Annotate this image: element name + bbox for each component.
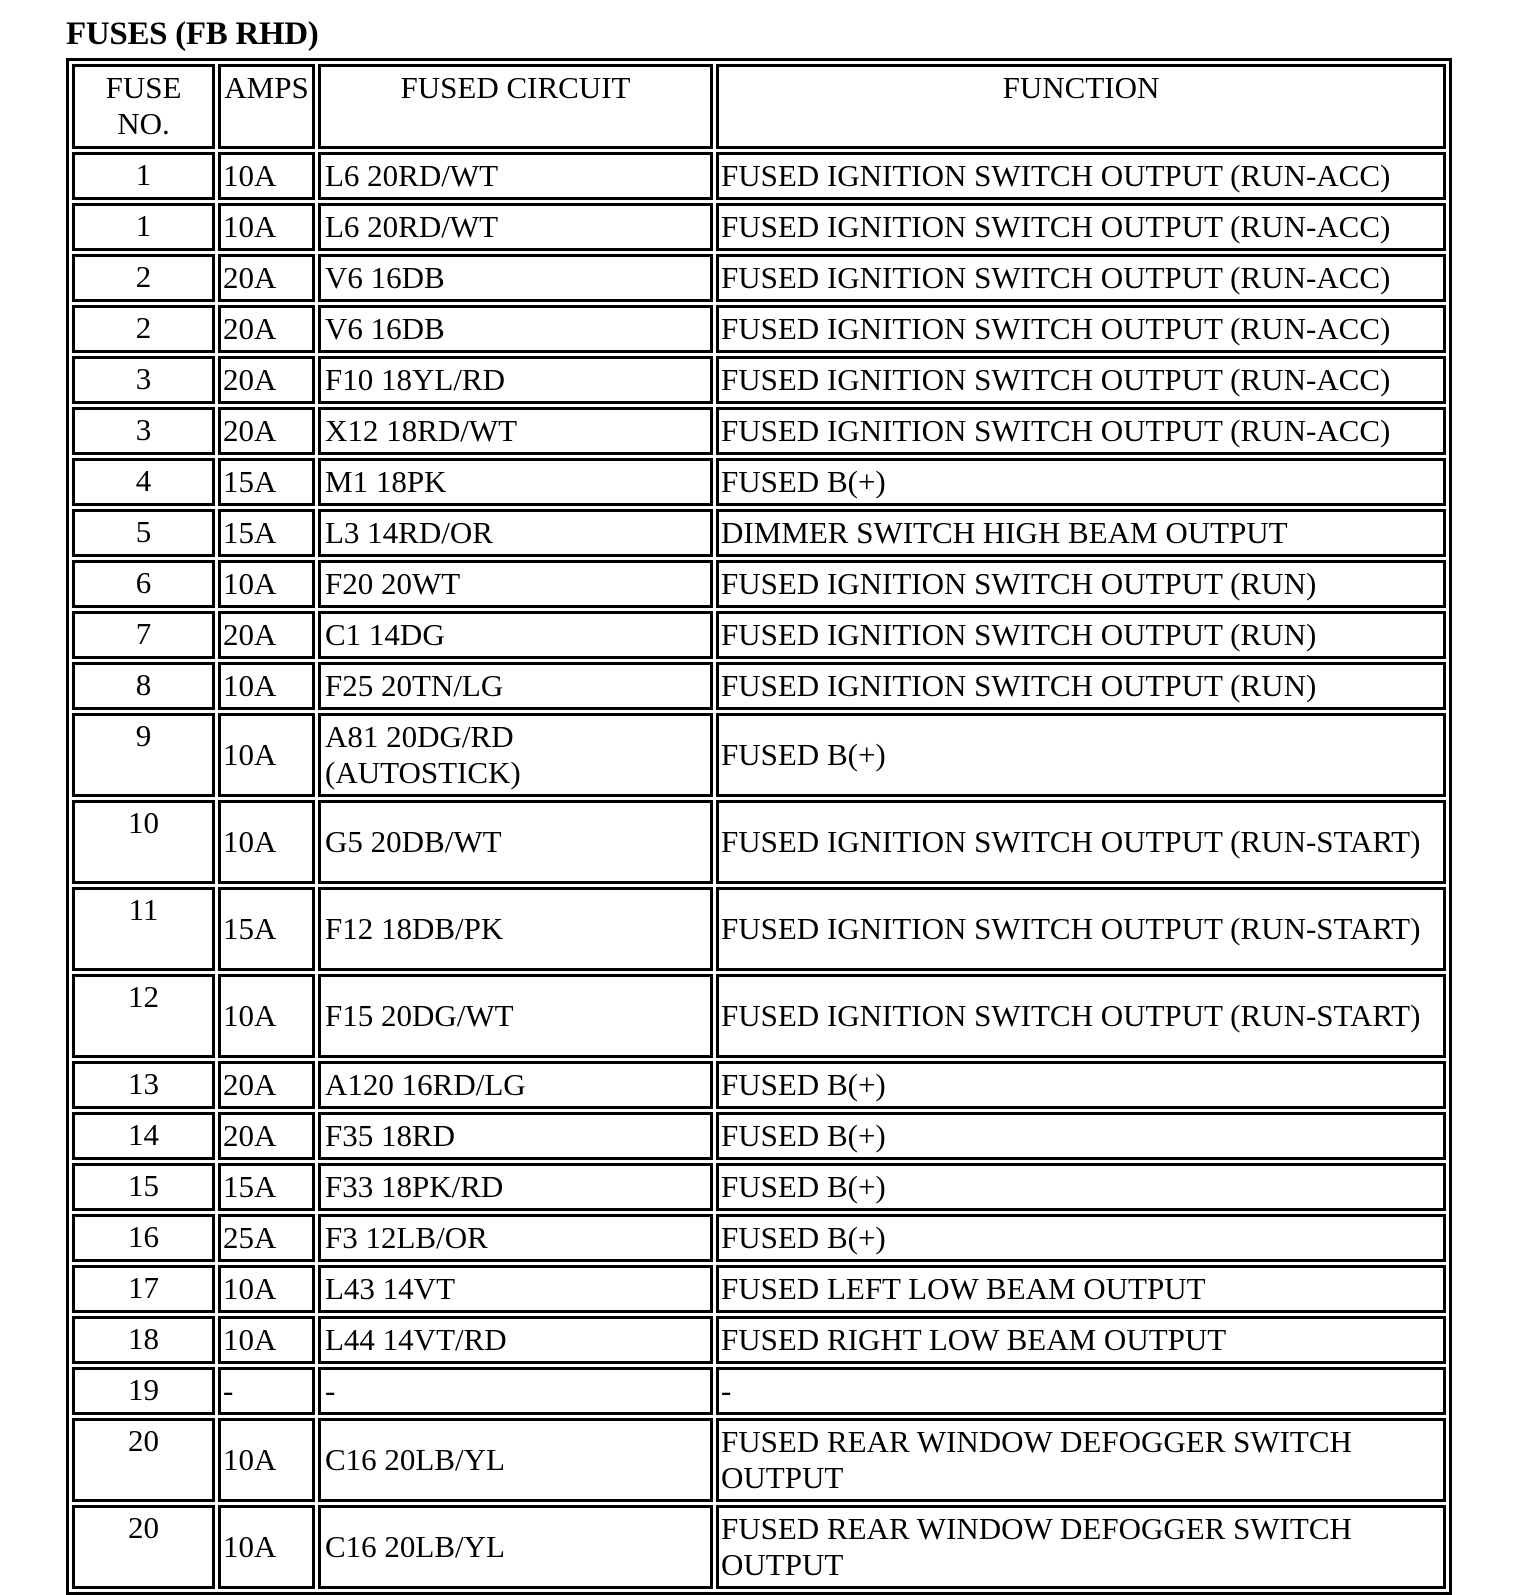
amps-cell: 15A [218,887,315,971]
fused-circuit-cell: F33 18PK/RD [318,1163,713,1211]
fuse-table-body [72,152,1446,1589]
fused-circuit-cell: L43 14VT [318,1265,713,1313]
function-cell: FUSED IGNITION SWITCH OUTPUT (RUN-START) [716,887,1446,971]
table-row [72,1418,1446,1502]
amps-cell: 15A [218,1163,315,1211]
amps-cell: 20A [218,407,315,455]
table-row [72,509,1446,557]
fuse-number-cell: 1 [72,203,215,251]
table-row [72,152,1446,200]
fused-circuit-cell: - [318,1367,713,1415]
amps-cell: 10A [218,1418,315,1502]
table-row [72,974,1446,1058]
fuse-number-cell: 1 [72,152,215,200]
amps-cell: 10A [218,560,315,608]
amps-cell: 10A [218,800,315,884]
function-cell: FUSED IGNITION SWITCH OUTPUT (RUN-START) [716,974,1446,1058]
function-cell: FUSED IGNITION SWITCH OUTPUT (RUN-ACC) [716,203,1446,251]
fuse-number-cell: 20 [72,1505,215,1589]
function-cell: FUSED IGNITION SWITCH OUTPUT (RUN-ACC) [716,407,1446,455]
amps-cell: 10A [218,1265,315,1313]
function-cell: DIMMER SWITCH HIGH BEAM OUTPUT [716,509,1446,557]
fused-circuit-cell: C1 14DG [318,611,713,659]
fused-circuit-cell: C16 20LB/YL [318,1505,713,1589]
table-row [72,887,1446,971]
table-row [72,1061,1446,1109]
table-row [72,254,1446,302]
table-row [72,203,1446,251]
header-amps: AMPS [218,64,315,149]
table-row [72,560,1446,608]
function-cell: FUSED IGNITION SWITCH OUTPUT (RUN-ACC) [716,356,1446,404]
amps-cell: 10A [218,662,315,710]
fuse-table [66,58,1452,1595]
fuse-number-cell: 5 [72,509,215,557]
fuse-number-cell: 16 [72,1214,215,1262]
fuse-number-cell: 11 [72,887,215,971]
fused-circuit-cell: M1 18PK [318,458,713,506]
function-cell: FUSED B(+) [716,1061,1446,1109]
table-row [72,662,1446,710]
amps-cell: 10A [218,1316,315,1364]
amps-cell: - [218,1367,315,1415]
function-cell: FUSED B(+) [716,713,1446,797]
fused-circuit-cell: F25 20TN/LG [318,662,713,710]
fused-circuit-cell: L6 20RD/WT [318,203,713,251]
fuse-number-cell: 6 [72,560,215,608]
function-cell: FUSED B(+) [716,1112,1446,1160]
table-row [72,458,1446,506]
function-cell: FUSED IGNITION SWITCH OUTPUT (RUN) [716,560,1446,608]
fused-circuit-cell: F3 12LB/OR [318,1214,713,1262]
fused-circuit-cell: X12 18RD/WT [318,407,713,455]
fused-circuit-cell: L3 14RD/OR [318,509,713,557]
header-function: FUNCTION [716,64,1446,149]
amps-cell: 20A [218,1061,315,1109]
amps-cell: 20A [218,356,315,404]
amps-cell: 10A [218,1505,315,1589]
table-row [72,1367,1446,1415]
amps-cell: 20A [218,254,315,302]
function-cell: FUSED IGNITION SWITCH OUTPUT (RUN-ACC) [716,254,1446,302]
fused-circuit-cell: V6 16DB [318,254,713,302]
fuse-number-cell: 10 [72,800,215,884]
fused-circuit-cell: A120 16RD/LG [318,1061,713,1109]
fused-circuit-cell: L44 14VT/RD [318,1316,713,1364]
fused-circuit-cell: C16 20LB/YL [318,1418,713,1502]
amps-cell: 20A [218,611,315,659]
table-row [72,1316,1446,1364]
fused-circuit-cell: A81 20DG/RD (AUTOSTICK) [318,713,713,797]
fused-circuit-cell: G5 20DB/WT [318,800,713,884]
function-cell: FUSED IGNITION SWITCH OUTPUT (RUN) [716,611,1446,659]
fuse-number-cell: 4 [72,458,215,506]
header-fuse-no: FUSE NO. [72,64,215,149]
fuse-number-cell: 3 [72,356,215,404]
function-cell: FUSED B(+) [716,1214,1446,1262]
function-cell: FUSED B(+) [716,1163,1446,1211]
fused-circuit-cell: F15 20DG/WT [318,974,713,1058]
amps-cell: 10A [218,974,315,1058]
table-row [72,800,1446,884]
amps-cell: 15A [218,509,315,557]
fuse-number-cell: 7 [72,611,215,659]
page-title: FUSES (FB RHD) [66,16,319,52]
table-row [72,1112,1446,1160]
table-row [72,713,1446,797]
function-cell: FUSED IGNITION SWITCH OUTPUT (RUN-ACC) [716,305,1446,353]
fuse-number-cell: 17 [72,1265,215,1313]
function-cell: FUSED IGNITION SWITCH OUTPUT (RUN-START) [716,800,1446,884]
table-row [72,407,1446,455]
function-cell: FUSED RIGHT LOW BEAM OUTPUT [716,1316,1446,1364]
table-row [72,1214,1446,1262]
fuse-number-cell: 18 [72,1316,215,1364]
fuse-number-cell: 3 [72,407,215,455]
fused-circuit-cell: F35 18RD [318,1112,713,1160]
fused-circuit-cell: F10 18YL/RD [318,356,713,404]
fuse-number-cell: 12 [72,974,215,1058]
table-row [72,1163,1446,1211]
table-row [72,1265,1446,1313]
function-cell: FUSED B(+) [716,458,1446,506]
table-row [72,611,1446,659]
table-row [72,305,1446,353]
amps-cell: 15A [218,458,315,506]
fused-circuit-cell: V6 16DB [318,305,713,353]
amps-cell: 20A [218,305,315,353]
amps-cell: 25A [218,1214,315,1262]
amps-cell: 10A [218,713,315,797]
header-row [72,64,1446,149]
fuse-number-cell: 15 [72,1163,215,1211]
fuse-number-cell: 9 [72,713,215,797]
fused-circuit-cell: F12 18DB/PK [318,887,713,971]
function-cell: FUSED REAR WINDOW DEFOGGER SWITCH OUTPUT [716,1505,1446,1589]
fuse-number-cell: 20 [72,1418,215,1502]
fuse-number-cell: 14 [72,1112,215,1160]
fuse-number-cell: 13 [72,1061,215,1109]
header-fused-circuit: FUSED CIRCUIT [318,64,713,149]
amps-cell: 20A [218,1112,315,1160]
table-row [72,1505,1446,1589]
fuse-number-cell: 19 [72,1367,215,1415]
function-cell: - [716,1367,1446,1415]
fuse-number-cell: 2 [72,305,215,353]
function-cell: FUSED LEFT LOW BEAM OUTPUT [716,1265,1446,1313]
function-cell: FUSED IGNITION SWITCH OUTPUT (RUN-ACC) [716,152,1446,200]
amps-cell: 10A [218,203,315,251]
fused-circuit-cell: L6 20RD/WT [318,152,713,200]
fuse-number-cell: 8 [72,662,215,710]
table-row [72,356,1446,404]
fused-circuit-cell: F20 20WT [318,560,713,608]
function-cell: FUSED IGNITION SWITCH OUTPUT (RUN) [716,662,1446,710]
amps-cell: 10A [218,152,315,200]
fuse-number-cell: 2 [72,254,215,302]
function-cell: FUSED REAR WINDOW DEFOGGER SWITCH OUTPUT [716,1418,1446,1502]
